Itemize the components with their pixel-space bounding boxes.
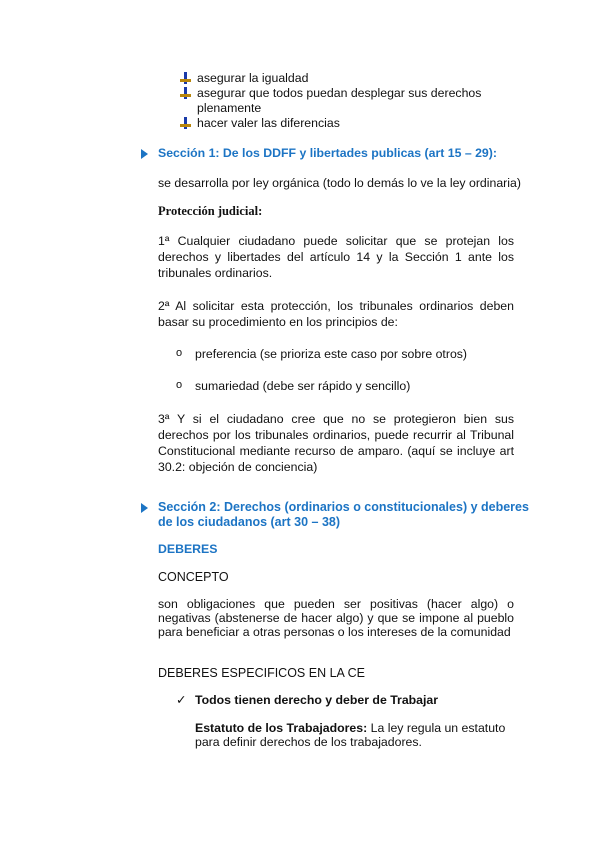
- list-item-continuation: plenamente: [197, 101, 262, 115]
- deberes-heading: DEBERES: [158, 542, 218, 556]
- paragraph-2: 2ª Al solicitar esta protección, los tribunales ordinarios deben basar su procedimiento en los principios de:: [158, 299, 514, 329]
- arrow-bullet-icon: [141, 503, 148, 513]
- estatuto-paragraph: [195, 721, 513, 749]
- list-item: hacer valer las diferencias: [197, 116, 340, 130]
- section-1-description: se desarrolla por ley orgánica (todo lo demás lo ve la ley ordinaria): [158, 176, 521, 190]
- arrow-bullet-icon: [141, 149, 148, 159]
- estatuto-label: Estatuto de los Trabajadores:: [195, 721, 368, 735]
- estatuto-text: La ley regula un estatuto para definir derechos de los trabajadores.: [195, 721, 506, 749]
- concepto-heading: CONCEPTO: [158, 570, 229, 584]
- circle-bullet-icon: o: [176, 379, 183, 391]
- deberes-especificos-heading: DEBERES ESPECIFICOS EN LA CE: [158, 666, 366, 680]
- concepto-text: son obligaciones que pueden ser positivas (hacer algo) o negativas (abstenerse de hacer algo) y que se impone al pueblo para beneficiar a otras personas o los intereses de la comunidad: [158, 597, 514, 639]
- section-1-heading: Sección 1: De los DDFF y libertades publicas (art 15 – 29):: [158, 146, 497, 160]
- paragraph-3: 3ª Y si el ciudadano cree que no se protegieron bien sus derechos por los tribunales ordinarios, puede recurrir al Tribunal Constitucional mediante recurso de amparo. (aquí se incluye art 30.2: objeción de conciencia): [158, 412, 514, 474]
- section-2-heading-line2: de los ciudadanos (art 30 – 38): [158, 515, 341, 529]
- checkmark-icon: ✓: [176, 693, 187, 707]
- deber-item-trabajar: Todos tienen derecho y deber de Trabajar: [195, 693, 439, 707]
- paragraph-1: 1ª Cualquier ciudadano puede solicitar que se protejan los derechos y libertades del artículo 14 y la Sección 1 ante los tribunales ordinarios.: [158, 234, 514, 280]
- plus-bullet-icon: [180, 72, 192, 84]
- subheading-proteccion: Protección judicial:: [158, 204, 263, 218]
- principle-item: sumariedad (debe ser rápido y sencillo): [195, 379, 411, 393]
- plus-bullet-icon: [180, 117, 192, 129]
- principle-item: preferencia (se prioriza este caso por sobre otros): [195, 347, 468, 361]
- list-item: asegurar la igualdad: [197, 71, 309, 85]
- list-item: asegurar que todos puedan desplegar sus derechos: [197, 86, 482, 100]
- section-2-heading-line1: Sección 2: Derechos (ordinarios o constitucionales) y deberes: [158, 500, 529, 514]
- circle-bullet-icon: o: [176, 347, 183, 359]
- plus-bullet-icon: [180, 87, 192, 99]
